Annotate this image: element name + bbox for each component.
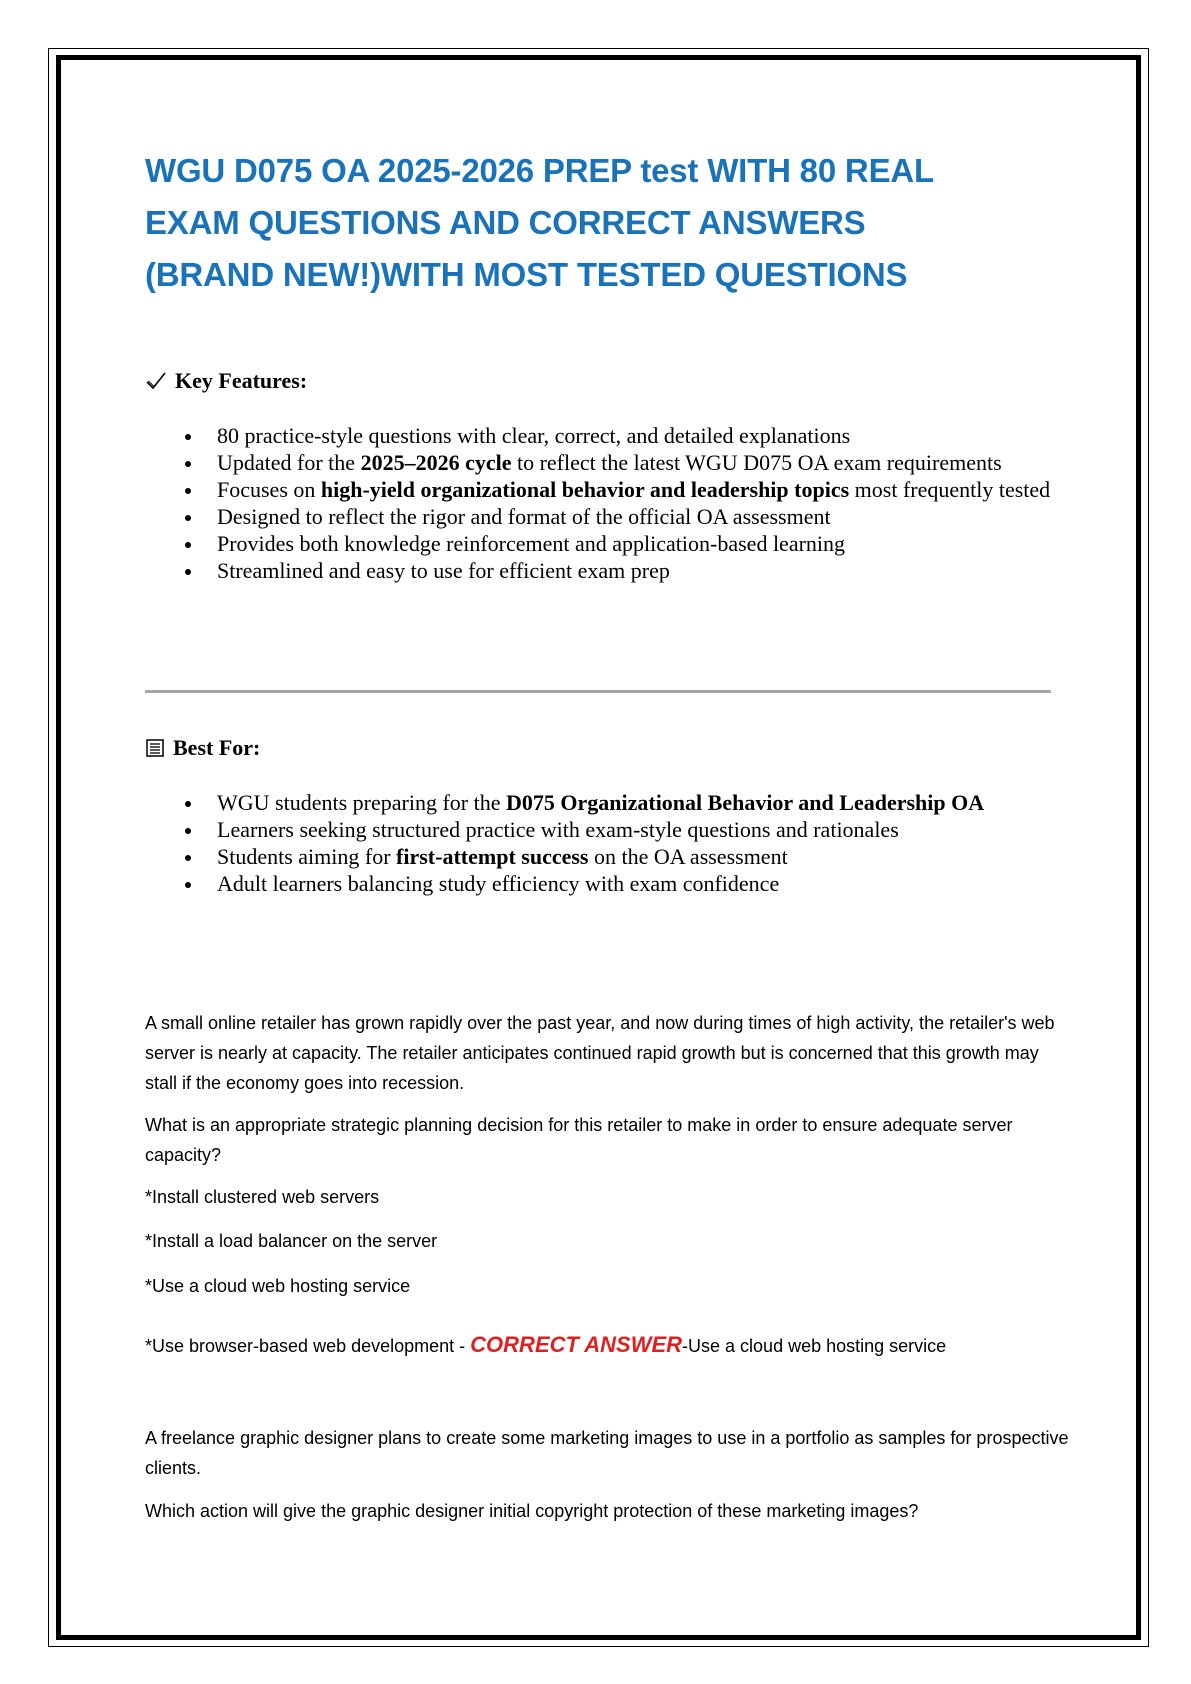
title-line-2: EXAM QUESTIONS AND CORRECT ANSWERS — [145, 204, 866, 241]
title-line-3: (BRAND NEW!)WITH MOST TESTED QUESTIONS — [145, 256, 908, 293]
question-1-option-2: *Install a load balancer on the server — [145, 1231, 438, 1251]
title-line-1: WGU D075 OA 2025-2026 PREP test WITH 80 REAL — [145, 152, 934, 189]
check-mark-icon — [145, 371, 167, 391]
key-features-heading — [145, 368, 1075, 394]
document-title — [145, 145, 1075, 301]
question-1-prompt-block — [145, 1110, 1075, 1170]
correct-answer-label: CORRECT ANSWER — [470, 1332, 683, 1357]
question-1-scenario: A small online retailer has grown rapidly over the past year, and now during times of high activity, the retailer's web server is nearly at capacity. The retailer anticipates continued rapid growth but is concerned that this growth may stall if the economy goes into recession. — [145, 1013, 1055, 1093]
question-2 — [145, 1423, 1075, 1483]
list-item: Learners seeking structured practice with exam-style questions and rationales — [145, 816, 1075, 843]
question-2-prompt-block — [145, 1496, 1075, 1526]
list-item: Adult learners balancing study efficiency with exam confidence — [145, 870, 1075, 897]
question-1-last-option: *Use browser-based web development - — [145, 1336, 471, 1356]
list-item: Focuses on high-yield organizational behavior and leadership topics most frequently tested — [145, 476, 1075, 503]
key-features-heading-text: Key Features: — [175, 368, 308, 393]
question-1-prompt: What is an appropriate strategic planning decision for this retailer to make in order to ensure adequate server capacity? — [145, 1115, 1013, 1165]
list-item: 80 practice-style questions with clear, correct, and detailed explanations — [145, 422, 1075, 449]
question-2-scenario: A freelance graphic designer plans to create some marketing images to use in a portfolio as samples for prospective clients. — [145, 1428, 1069, 1478]
best-for-heading-text: Best For: — [173, 735, 261, 760]
best-for-heading — [145, 735, 1075, 761]
list-item: Streamlined and easy to use for efficient exam prep — [145, 557, 1075, 584]
key-features-section — [145, 368, 1075, 394]
best-for-section — [145, 735, 1075, 761]
list-item: Designed to reflect the rigor and format of the official OA assessment — [145, 503, 1075, 530]
question-1-answer: -Use a cloud web hosting service — [682, 1336, 947, 1356]
horizontal-divider — [145, 690, 1051, 693]
question-2-prompt: Which action will give the graphic designer initial copyright protection of these marketing images? — [145, 1501, 919, 1521]
question-1-option-1: *Install clustered web servers — [145, 1187, 380, 1207]
book-icon — [145, 738, 165, 758]
question-1-option-3: *Use a cloud web hosting service — [145, 1276, 411, 1296]
list-item: Updated for the 2025–2026 cycle to reflect the latest WGU D075 OA exam requirements — [145, 449, 1075, 476]
list-item: WGU students preparing for the D075 Organizational Behavior and Leadership OA — [145, 789, 1075, 816]
question-1 — [145, 1008, 1075, 1098]
question-1-option-4 — [145, 1330, 1075, 1361]
list-item: Students aiming for first-attempt success on the OA assessment — [145, 843, 1075, 870]
best-for-list — [145, 789, 1075, 897]
key-features-list — [145, 422, 1075, 584]
list-item: Provides both knowledge reinforcement and application-based learning — [145, 530, 1075, 557]
